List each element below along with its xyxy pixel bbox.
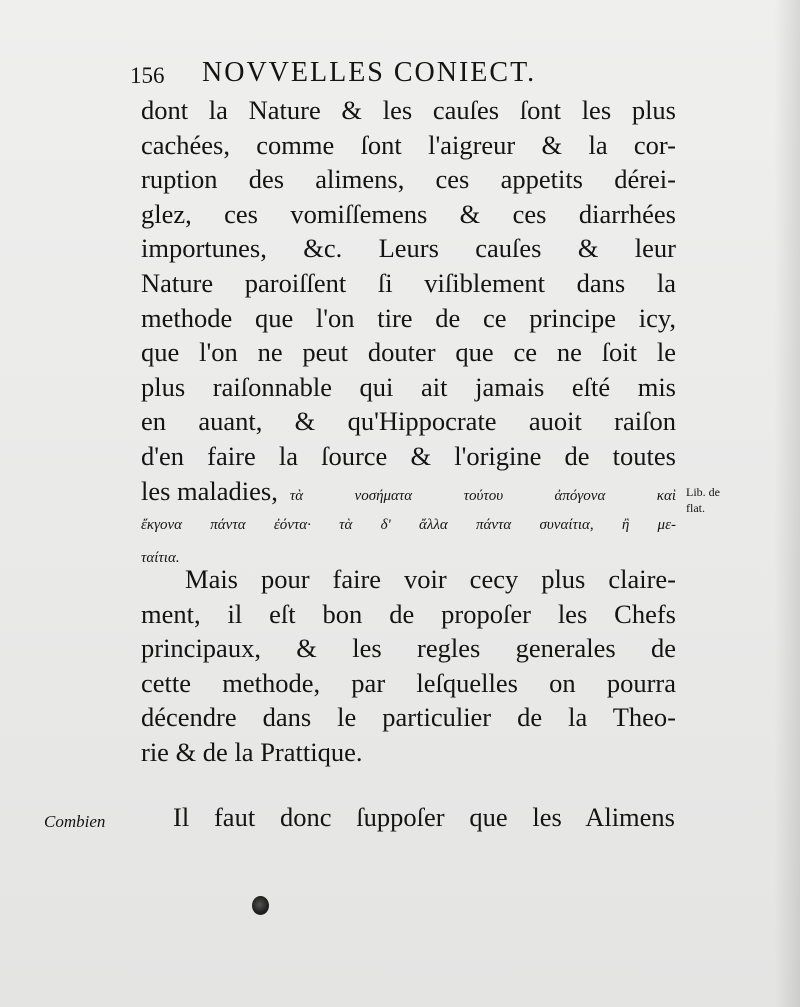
text-line: dont la Nature & les cauſes ſont les plus bbox=[141, 95, 676, 125]
text-line: d'en faire la ſource & l'origine de toutes bbox=[141, 440, 676, 471]
catchline bbox=[44, 802, 684, 842]
text-line: cachées, comme ſont l'aigreur & la cor- bbox=[141, 129, 676, 160]
text-line-latin: les maladies, bbox=[141, 475, 278, 506]
text-line: ruption des alimens, ces appetits dérei- bbox=[141, 164, 676, 195]
text-line: Nature paroiſſent ſi viſiblement dans la bbox=[141, 267, 676, 298]
text-line: importunes, &c. Leurs cauſes & leur bbox=[141, 233, 676, 264]
running-header bbox=[130, 55, 650, 91]
text-line: Mais pour faire voir cecy plus claire- bbox=[185, 564, 676, 594]
text-line: principaux, & les regles generales de bbox=[141, 633, 676, 664]
greek-quotation: ταίτια. bbox=[141, 549, 180, 566]
text-line: que l'on ne peut douter que ce ne ſoit le bbox=[141, 337, 676, 368]
ink-blot bbox=[252, 896, 269, 915]
greek-quotation: τὰ νοσήματα τούτου ἀπόγονα καὶ bbox=[289, 487, 676, 504]
text-line: plus raiſonnable qui ait jamais eſté mis bbox=[141, 371, 676, 402]
page-edge-shadow bbox=[774, 0, 800, 1007]
mixed-latin-greek-line bbox=[141, 474, 676, 509]
paragraph-1 bbox=[141, 93, 676, 573]
page-number: 156 bbox=[130, 63, 165, 88]
running-title: NOVVELLES CONIECT. bbox=[202, 57, 537, 88]
text-line: cette methode, par leſquelles on pourra bbox=[141, 667, 676, 698]
margin-note-reference bbox=[686, 484, 720, 516]
text-line: rie & de la Prattique. bbox=[141, 736, 363, 767]
margin-note-line: Lib. de bbox=[686, 485, 720, 499]
margin-note-combien: Combien bbox=[44, 812, 106, 831]
text-line: glez, ces vomiſſemens & ces diarrhées bbox=[141, 198, 676, 229]
margin-note-line: flat. bbox=[686, 501, 705, 515]
text-line: methode que l'on tire de ce principe icy, bbox=[141, 302, 676, 333]
greek-quotation: ἔκγονα πάντα ἐόντα· τὰ δ' ἄλλα πάντα συναίτια, ἢ με- bbox=[141, 517, 676, 534]
text-line: en auant, & qu'Hippocrate auoit raiſon bbox=[141, 406, 676, 437]
text-line: décendre dans le particulier de la Theo- bbox=[141, 702, 676, 733]
catchline-text: Il faut donc ſuppoſer que les Alimens bbox=[173, 802, 675, 832]
text-line: ment, il eſt bon de propoſer les Chefs bbox=[141, 598, 676, 629]
paragraph-2 bbox=[141, 562, 676, 770]
